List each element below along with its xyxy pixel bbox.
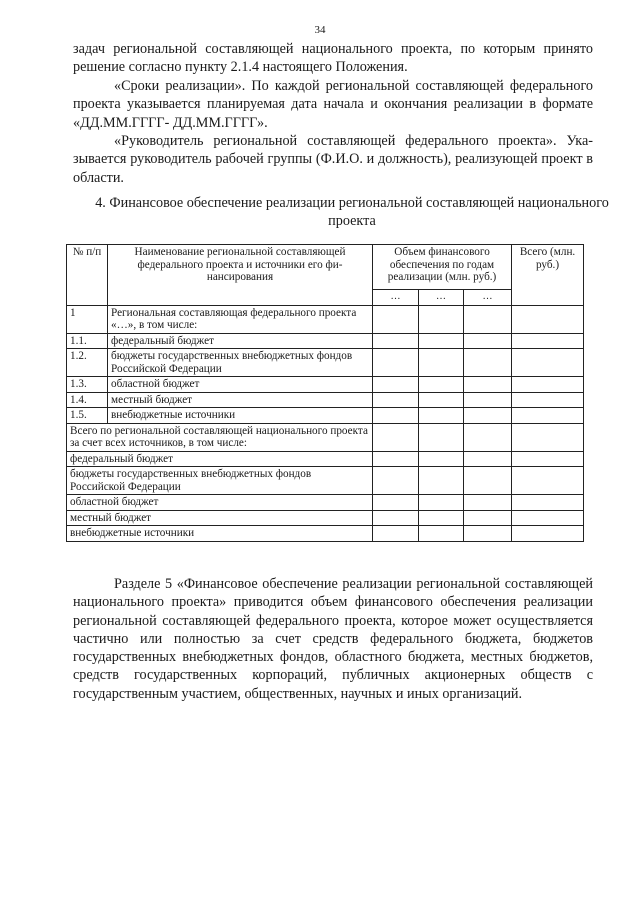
- summary-label: внебюджетные источники: [67, 526, 373, 542]
- paragraph-section5: Разделе 5 «Финансовое обеспечение реализации региональной составляющей национального проекта» приводится объем финансового обеспечения реализации региональной составляющей федерального проекта, которое может осуществляется частично или полностью за счет средств федерального бюджета, бюджетов государственных внебюджетных фондов, областного бюджета, местных бюджетов, средств государственных корпораций, публичных акционерных обществ с государственным участием, общественных, научных и иных организаций.: [73, 576, 593, 702]
- row-name: федеральный бюджет: [108, 333, 373, 349]
- summary-row: [67, 423, 584, 451]
- year-column-placeholder: …: [464, 290, 512, 306]
- row-num: 1.2.: [67, 349, 108, 377]
- header-num: № п/п: [67, 245, 108, 306]
- summary-label: областной бюджет: [67, 495, 373, 511]
- year-column-placeholder: …: [373, 290, 419, 306]
- summary-row: [67, 526, 584, 542]
- year-column-placeholder: …: [419, 290, 464, 306]
- header-volume: Объем финансового обеспечения по годам реализации (млн. руб.): [373, 245, 512, 290]
- summary-label: федеральный бюджет: [67, 451, 373, 467]
- table-row: [67, 333, 584, 349]
- section-heading: 4. Финансовое обеспечение реализации региональной составляющей национального проекта: [95, 195, 609, 230]
- table-row: [67, 408, 584, 424]
- table-row: [67, 349, 584, 377]
- paragraph-continuation: задач региональной составляющей национального проекта, по которым принято решение согласно пункту 2.1.4 настоящего Положения.: [73, 41, 593, 76]
- row-name: областной бюджет: [108, 377, 373, 393]
- summary-label: местный бюджет: [67, 510, 373, 526]
- row-num: 1.5.: [67, 408, 108, 424]
- summary-label: Всего по региональной составляющей национального проекта за счет всех источников, в том числе:: [67, 423, 373, 451]
- table-row: [67, 305, 584, 333]
- paragraph-deadlines: «Сроки реализации». По каждой региональной составляющей федерального проекта указывается планируемая дата начала и окончания реализации в формате «ДД.ММ.ГГГГ- ДД.ММ.ГГГГ».: [73, 78, 593, 131]
- row-name: Региональная составляющая федерального проекта «…», в том числе:: [108, 305, 373, 333]
- summary-row: [67, 510, 584, 526]
- table-row: [67, 392, 584, 408]
- header-total: Всего (млн. руб.): [512, 245, 584, 306]
- summary-row: [67, 451, 584, 467]
- row-num: 1.3.: [67, 377, 108, 393]
- summary-label: бюджеты государственных внебюджетных фондов Российской Федерации: [67, 467, 373, 495]
- row-num: 1.4.: [67, 392, 108, 408]
- paragraph-project-leader: «Руководитель региональной составляющей федерального проекта». Указывается руководитель рабочей группы (Ф.И.О. и должность), реализующей проект в области.: [73, 133, 593, 186]
- summary-row: [67, 495, 584, 511]
- row-num: 1: [67, 305, 108, 333]
- financing-table: [66, 244, 584, 542]
- table-header-row: [67, 245, 584, 290]
- row-name: внебюджетные источники: [108, 408, 373, 424]
- header-name: Наименование региональной составляющей федерального проекта и источники его финансирования: [108, 245, 373, 306]
- row-name: местный бюджет: [108, 392, 373, 408]
- row-name: бюджеты государственных внебюджетных фондов Российской Федерации: [108, 349, 373, 377]
- summary-row: [67, 467, 584, 495]
- row-num: 1.1.: [67, 333, 108, 349]
- table-row: [67, 377, 584, 393]
- page-number: 34: [314, 24, 326, 36]
